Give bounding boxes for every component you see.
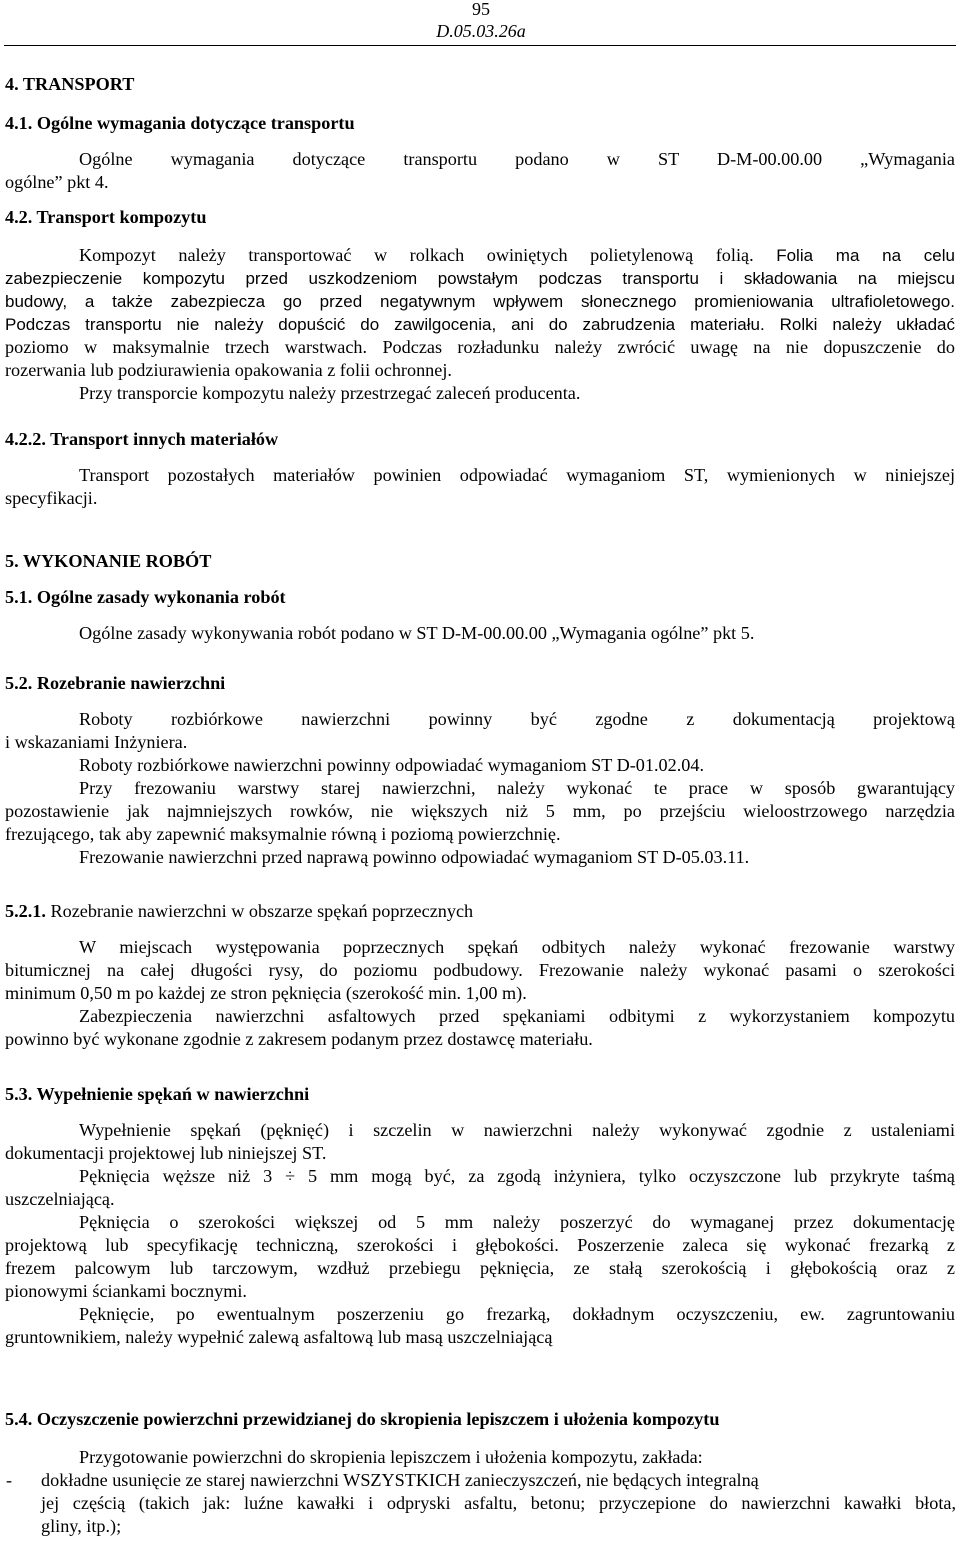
- document-code: D.05.03.26a: [436, 21, 526, 41]
- text-line: pionowymi ściankami bocznymi.: [5, 1281, 247, 1301]
- text-line: Ogólne wymagania dotyczące transportu podano w ST D-M-00.00.00 „Wymagania: [79, 149, 955, 169]
- text-line: Pęknięcia węższe niż 3 ÷ 5 mm mogą być, za zgodą inżyniera, tylko oczyszczone lub przykryte taśmą: [79, 1166, 955, 1186]
- header-rule: [4, 45, 956, 46]
- text-line: dokładne usunięcie ze starej nawierzchni WSZYSTKICH zanieczyszczeń, nie będących integralną: [41, 1470, 759, 1490]
- text-line: Podczas transportu nie należy dopuścić do zawilgocenia, ani do zabrudzenia materiału. Rolki należy układać: [5, 315, 955, 334]
- section-5-1-heading: 5.1. Ogólne zasady wykonania robót: [5, 587, 286, 607]
- section-5-3-heading: 5.3. Wypełnienie spękań w nawierzchni: [5, 1084, 310, 1104]
- text-line: bitumicznej na całej długości rysy, do poziomu podbudowy. Frezowanie należy wykonać pasami o szerokości: [5, 960, 955, 980]
- text-line: Frezowanie nawierzchni przed naprawą powinno odpowiadać wymaganiom ST D-05.03.11.: [79, 847, 750, 867]
- section-4-2-2-paragraph: [5, 464, 955, 510]
- text-line: Przy transporcie kompozytu należy przestrzegać zaleceń producenta.: [79, 383, 581, 403]
- text-line: Wypełnienie spękań (pęknięć) i szczelin w nawierzchni należy wykonywać zgodnie z ustaleniami: [79, 1120, 955, 1140]
- section-5-2-1-title: Rozebranie nawierzchni w obszarze spękań poprzecznych: [50, 901, 474, 921]
- text-line: Ogólne zasady wykonywania robót podano w ST D-M-00.00.00 „Wymagania ogólne” pkt 5.: [79, 623, 755, 643]
- section-4-2-heading: 4.2. Transport kompozytu: [5, 207, 207, 227]
- text-line: jej częścią (takich jak: luźne kawałki i odpryski asfaltu, betonu; przyczepione do nawierzchni kawałki błota,: [41, 1493, 956, 1513]
- text-line: pozostawienie jak najmniejszych rowków, nie większych niż 5 mm, po przejściu wieloostrzowego narzędzia: [5, 801, 955, 821]
- text-line: powinno być wykonane zgodnie z zakresem podanym przez dostawcę materiału.: [5, 1029, 593, 1049]
- section-4-2-paragraph: [5, 244, 955, 405]
- text-line: Roboty rozbiórkowe nawierzchni powinny być zgodne z dokumentacją projektową: [79, 709, 955, 729]
- section-5-4-paragraph: [5, 1446, 955, 1469]
- section-5-2-1-paragraph: [5, 936, 955, 1051]
- text-line: ogólne” pkt 4.: [5, 172, 109, 192]
- text-line: specyfikacji.: [5, 488, 98, 508]
- text-line: i wskazaniami Inżyniera.: [5, 732, 188, 752]
- text-line: gruntownikiem, należy wypełnić zalewą asfaltową lub masą uszczelniającą: [5, 1327, 553, 1347]
- text-line: Zabezpieczenia nawierzchni asfaltowych przed spękaniami odbitymi z wykorzystaniem kompozytu: [79, 1006, 955, 1026]
- text-line: dokumentacji projektowej lub niniejszej ST.: [5, 1143, 327, 1163]
- text-line-mixed: [5, 244, 955, 267]
- section-4-1-paragraph: [5, 148, 955, 194]
- text-line: W miejscach występowania poprzecznych spękań odbitych należy wykonać frezowanie warstwy: [79, 937, 955, 957]
- text-line: Transport pozostałych materiałów powinien odpowiadać wymaganiom ST, wymienionych w niniejszej: [79, 465, 955, 485]
- section-5-heading: 5. WYKONANIE ROBÓT: [5, 551, 212, 571]
- section-5-1-paragraph: [5, 622, 955, 645]
- text-line: uszczelniającą.: [5, 1189, 115, 1209]
- text-line: Pęknięcie, po ewentualnym poszerzeniu go frezarką, dokładnym oczyszczeniu, ew. zagruntowaniu: [79, 1304, 955, 1324]
- section-4-1-heading: 4.1. Ogólne wymagania dotyczące transportu: [5, 113, 355, 133]
- text-segment: Kompozyt należy transportować w rolkach owiniętych polietylenową folią.: [79, 245, 754, 265]
- text-line: gliny, itp.);: [41, 1516, 122, 1536]
- section-5-2-1-heading: [5, 900, 473, 923]
- text-line: minimum 0,50 m po każdej ze stron pęknięcia (szerokość min. 1,00 m).: [5, 983, 527, 1003]
- section-4-2-2-heading: 4.2.2. Transport innych materiałów: [5, 429, 279, 449]
- section-5-3-paragraph: [5, 1119, 955, 1349]
- text-line: poziomo w maksymalnie trzech warstwach. Podczas rozładunku należy zwrócić uwagę na nie dopuszczenie do: [5, 337, 955, 357]
- text-line: budowy, a także zabezpiecza go przed negatywnym wpływem słonecznego promieniowania ultrafioletowego.: [5, 292, 955, 311]
- text-segment: Folia ma na celu: [776, 246, 955, 265]
- text-line: frezującego, tak aby zapewnić maksymalnie równą i poziomą powierzchnię.: [5, 824, 561, 844]
- section-5-2-1-number: 5.2.1.: [5, 901, 46, 921]
- text-line: rozerwania lub podziurawienia opakowania z folii ochronnej.: [5, 360, 452, 380]
- section-5-2-paragraph: [5, 708, 955, 869]
- section-5-4-heading: 5.4. Oczyszczenie powierzchni przewidzianej do skropienia lepiszczem i ułożenia kompozytu: [5, 1409, 720, 1429]
- section-4-heading: 4. TRANSPORT: [5, 74, 135, 94]
- page-number: 95: [472, 0, 490, 19]
- text-line: Przygotowanie powierzchni do skropienia lepiszczem i ułożenia kompozytu, zakłada:: [79, 1447, 703, 1467]
- section-5-2-heading: 5.2. Rozebranie nawierzchni: [5, 673, 226, 693]
- text-line: zabezpieczenie kompozytu przed uszkodzeniom powstałym podczas transportu i składowania na miejscu: [5, 269, 955, 288]
- text-line: frezem palcowym lub tarczowym, wzdłuż przebiegu pęknięcia, ze stałą szerokością i głębokością oraz z: [5, 1258, 955, 1278]
- bullet-dash: -: [6, 1470, 13, 1490]
- text-line: projektową lub specyfikację techniczną, szerokości i głębokości. Poszerzenie zaleca się wykonać frezarką z: [5, 1235, 955, 1255]
- bullet-item: [41, 1469, 956, 1538]
- text-line: Pęknięcia o szerokości większej od 5 mm należy poszerzyć do wymaganej przez dokumentację: [79, 1212, 955, 1232]
- text-line: Roboty rozbiórkowe nawierzchni powinny odpowiadać wymaganiom ST D-01.02.04.: [79, 755, 704, 775]
- text-line: Przy frezowaniu warstwy starej nawierzchni, należy wykonać te prace w sposób gwarantujący: [79, 778, 955, 798]
